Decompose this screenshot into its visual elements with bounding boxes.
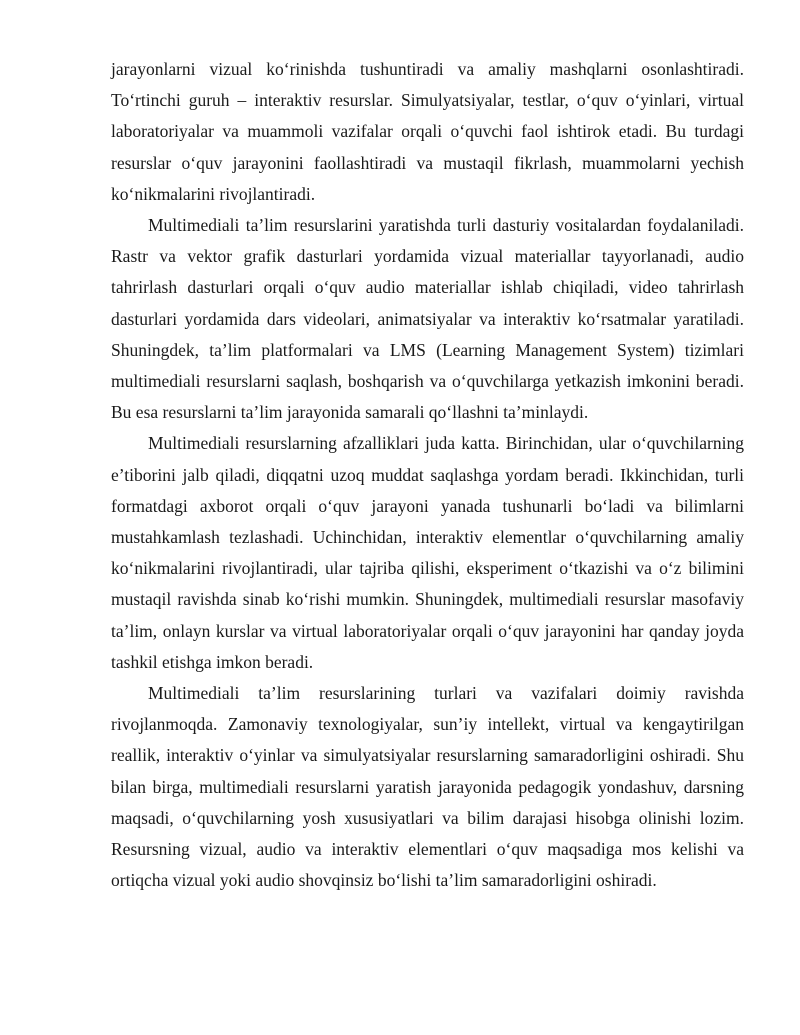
paragraph-development: Multimediali ta’lim resurslarining turlari va vazifalari doimiy ravishda rivojlanmoqda. Zamonaviy texnologiyalar, sun’iy intellekt, virtual va kengaytirilgan reallik, interaktiv o‘yinlar va simulyatsiyalar resurslarning samaradorligini oshiradi. Shu bilan birga, multimediali resurslarni yaratish jarayonida pedagogik yondashuv, darsning maqsadi, o‘quvchilarning yosh xususiyatlari va bilim darajasi hisobga olinishi lozim. Resursning vizual, audio va interaktiv elementlari o‘quv maqsadiga mos kelishi va ortiqcha vizual yoki audio shovqinsiz bo‘lishi ta’lim samaradorligini oshiradi. <box>111 683 744 891</box>
paragraph-software-tools: Multimediali ta’lim resurslarini yaratishda turli dasturiy vositalardan foydalaniladi. Rastr va vektor grafik dasturlari yordamida vizual materiallar tayyorlanadi, audio tahrirlash dasturlari orqali o‘quv audio materiallar ishlab chiqiladi, video tahrirlash dasturlari yordamida dars videolari, animatsiyalar va interaktiv ko‘rsatmalar yaratiladi. Shuningdek, ta’lim platformalari va LMS (Learning Management System) tizimlari multimediali resurslarni saqlash, boshqarish va o‘quvchilarga yetkazish imkonini beradi. Bu esa resurslarni ta’lim jarayonida samarali qo‘llashni ta’minlaydi. <box>111 215 744 423</box>
paragraph-advantages: Multimediali resurslarning afzalliklari juda katta. Birinchidan, ular o‘quvchilarning e’tiborini jalb qiladi, diqqatni uzoq muddat saqlashga yordam beradi. Ikkinchidan, turli formatdagi axborot orqali o‘quv jarayoni yanada tushunarli bo‘ladi va bilimlarni mustahkamlash tezlashadi. Uchinchidan, interaktiv elementlar o‘quvchilarning amaliy ko‘nikmalarini rivojlantiradi, ular tajriba qilishi, eksperiment o‘tkazishi va o‘z bilimini mustaqil ravishda sinab ko‘rishi mumkin. Shuningdek, multimediali resurslar masofaviy ta’lim, onlayn kurslar va virtual laboratoriyalar orqali o‘quv jarayonini har qanday joyda tashkil etishga imkon beradi. <box>111 433 744 672</box>
paragraph-continuation: jarayonlarni vizual ko‘rinishda tushuntiradi va amaliy mashqlarni osonlashtiradi. To‘rtinchi guruh – interaktiv resurslar. Simulyatsiyalar, testlar, o‘quv o‘yinlari, virtual laboratoriyalar va muammoli vazifalar orqali o‘quvchi faol ishtirok etadi. Bu turdagi resurslar o‘quv jarayonini faollashtiradi va mustaqil fikrlash, muammolarni yechish ko‘nikmalarini rivojlantiradi. <box>111 59 744 204</box>
document-page <box>111 54 744 896</box>
